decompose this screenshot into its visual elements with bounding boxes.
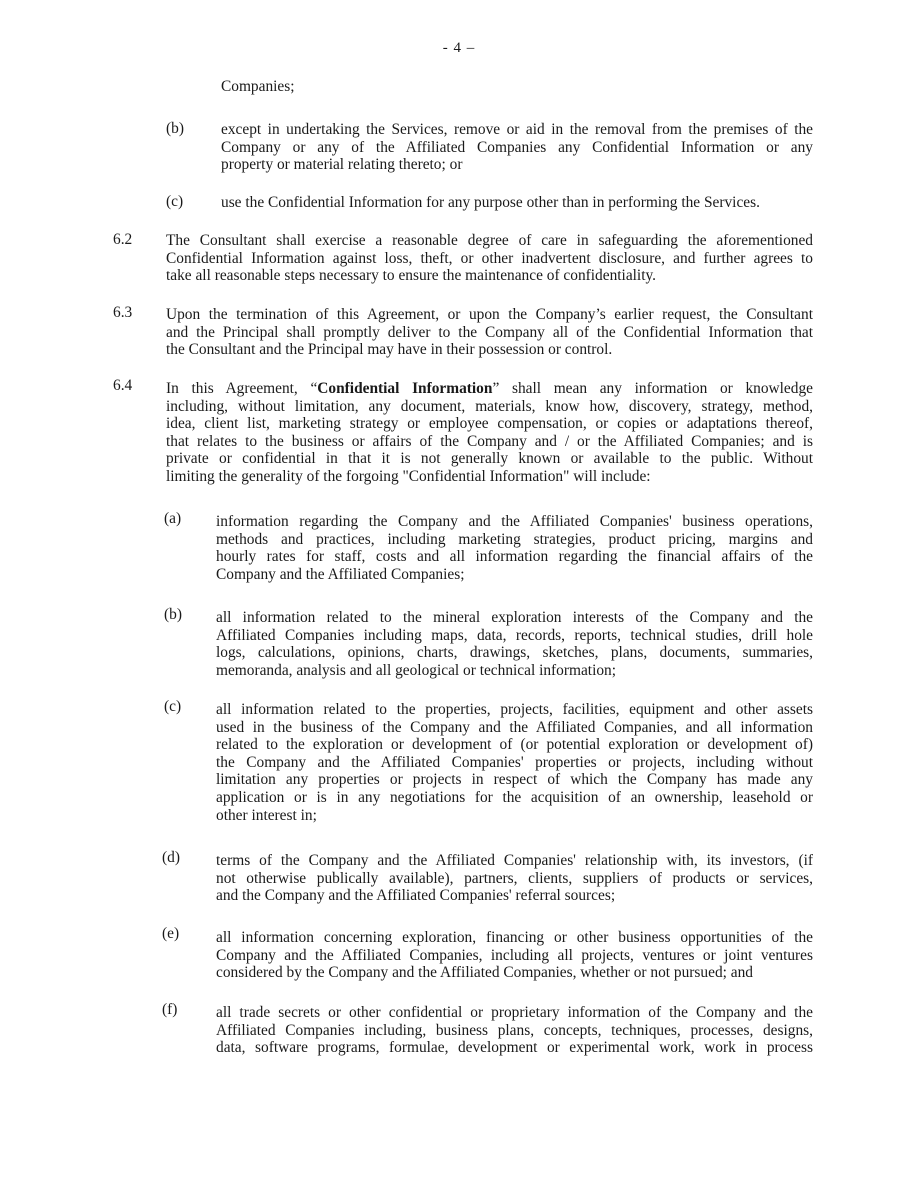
text-line: related to the exploration or development of (or potential exploration or development of) (216, 736, 813, 754)
text-line: Company and the Affiliated Companies, including all projects, ventures or joint ventures (216, 946, 813, 964)
text-line: other interest in; (216, 806, 317, 824)
text-line: property or material relating thereto; or (221, 156, 463, 174)
text-line: use the Confidential Information for any purpose other than in performing the Services. (221, 194, 760, 211)
clause-label: (d) (162, 849, 180, 866)
text-line: all information related to the mineral exploration interests of the Company and the (216, 609, 813, 626)
text-line: data, software programs, formulae, development or experimental work, work in process (216, 1039, 813, 1057)
section-number: 6.4 (113, 377, 133, 394)
text-line: limiting the generality of the forgoing "Confidential Information" will include: (166, 467, 651, 485)
text-line: methods and practices, including marketing strategies, product pricing, margins and (216, 530, 813, 548)
clause-text (216, 852, 813, 905)
text-line: all information related to the properties, projects, facilities, equipment and other assets (216, 701, 813, 718)
text-line: not otherwise publically available), partners, clients, suppliers of products or services, (216, 869, 813, 887)
text-line: idea, client list, marketing strategy or employee compensation, or copies or adaptations thereof, (166, 415, 813, 433)
text-line: Upon the termination of this Agreement, or upon the Company’s earlier request, the Consultant (166, 306, 813, 323)
clause-label: (c) (164, 698, 182, 715)
continuation-text: Companies; (221, 78, 295, 95)
text-line: all trade secrets or other confidential or proprietary information of the Company and the (216, 1004, 813, 1021)
clause-label: (b) (164, 606, 182, 623)
text-line: that relates to the business or affairs of the Company and / or the Affiliated Companies; and is (166, 432, 813, 450)
clause-text (221, 121, 813, 174)
section-text (166, 380, 813, 486)
section-text (166, 306, 813, 359)
clause-label: (e) (162, 925, 180, 942)
definition-suffix: ” shall mean any information or knowledge (492, 380, 813, 397)
section-text (166, 232, 813, 285)
clause-text (216, 1004, 813, 1057)
text-line: used in the business of the Company and the Affiliated Companies, and all information (216, 718, 813, 736)
text-line: the Company and the Affiliated Companies' properties or projects, including without (216, 753, 813, 771)
text-line: terms of the Company and the Affiliated Companies' relationship with, its investors, (if (216, 852, 813, 869)
clause-text (216, 513, 813, 583)
text-line: including, without limitation, any document, materials, know how, discovery, strategy, method, (166, 397, 813, 415)
text-line: all information concerning exploration, financing or other business opportunities of the (216, 929, 813, 946)
text-line: The Consultant shall exercise a reasonable degree of care in safeguarding the aforementioned (166, 232, 813, 249)
clause-label: (c) (166, 193, 184, 210)
clause-label: (f) (162, 1001, 178, 1018)
section-number: 6.2 (113, 231, 133, 248)
clause-text (221, 194, 813, 212)
text-line: except in undertaking the Services, remove or aid in the removal from the premises of the (221, 121, 813, 138)
definition-line (166, 380, 813, 398)
text-line: considered by the Company and the Affiliated Companies, whether or not pursued; and (216, 964, 753, 982)
text-line: and the Company and the Affiliated Companies' referral sources; (216, 887, 616, 905)
text-line: Company and the Affiliated Companies; (216, 565, 465, 583)
text-line: the Consultant and the Principal may have in their possession or control. (166, 341, 613, 359)
text-line: information regarding the Company and the Affiliated Companies' business operations, (216, 513, 813, 530)
text-line: hourly rates for staff, costs and all information regarding the financial affairs of the (216, 548, 813, 566)
text-line: take all reasonable steps necessary to ensure the maintenance of confidentiality. (166, 267, 657, 285)
clause-text (216, 929, 813, 982)
text-line: and the Principal shall promptly deliver to the Company all of the Confidential Information that (166, 323, 813, 341)
text-line: Company or any of the Affiliated Companies any Confidential Information or any (221, 138, 813, 156)
clause-text (216, 609, 813, 679)
clause-label: (a) (164, 510, 182, 527)
text-line: Affiliated Companies including, business plans, concepts, techniques, processes, designs, (216, 1021, 813, 1039)
clause-text (216, 701, 813, 824)
text-line: Affiliated Companies including maps, data, records, reports, technical studies, drill hole (216, 626, 813, 644)
text-line: limitation any properties or projects in respect of which the Company has made any (216, 771, 813, 789)
definition-prefix: In this Agreement, “ (166, 380, 318, 397)
clause-label: (b) (166, 120, 184, 137)
text-line: logs, calculations, opinions, charts, drawings, sketches, plans, documents, summaries, (216, 644, 813, 662)
text-line: private or confidential in that it is not generally known or available to the public. Without (166, 450, 813, 468)
section-number: 6.3 (113, 304, 133, 321)
text-line: Confidential Information against loss, theft, or other inadvertent disclosure, and further agrees to (166, 249, 813, 267)
defined-term: Confidential Information (317, 380, 493, 397)
page-number: - 4 – (442, 40, 476, 56)
text-line: application or is in any negotiations for the acquisition of an ownership, leasehold or (216, 788, 813, 806)
text-line: memoranda, analysis and all geological or technical information; (216, 661, 617, 679)
